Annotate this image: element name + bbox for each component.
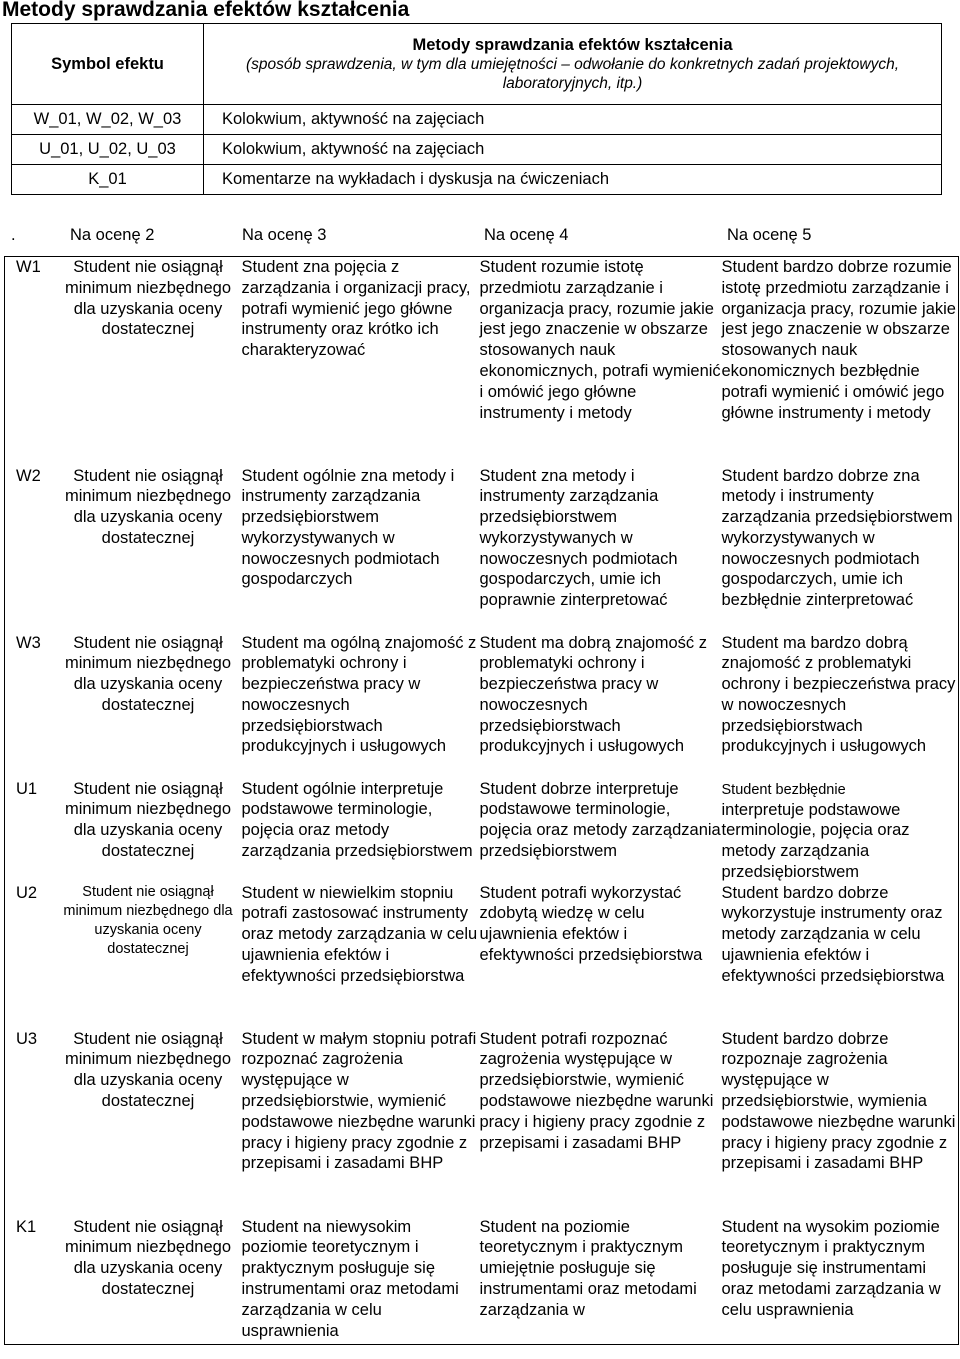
- grade-5-cell-first-line: Student bezbłędnie: [721, 781, 846, 798]
- symbol-cell: U_01, U_02, U_03: [12, 135, 204, 165]
- grades-table: [4, 256, 959, 1345]
- grade-row: [5, 257, 959, 466]
- effect-code: U1: [16, 779, 38, 798]
- method-header: [204, 24, 942, 105]
- grade-4-cell: Student dobrze interpretuje podstawowe terminologie, pojęcia oraz metody zarządzania przedsiębiorstwem: [479, 779, 721, 860]
- symbol-cell: W_01, W_02, W_03: [12, 105, 204, 135]
- grade-4-cell: Student zna metody i instrumenty zarządzania przedsiębiorstwem wykorzystywanych w nowoczesnych podmiotach gospodarczych, umie ich poprawnie zinterpretować: [479, 466, 678, 610]
- grade-3-cell: Student w małym stopniu potrafi rozpoznać zagrożenia występujące w przedsiębiorstwie, wymienić podstawowe niezbędne warunki pracy i higieny pracy zgodnie z przepisami i zasadami BHP: [241, 1029, 477, 1173]
- page-title: Metody sprawdzania efektów kształcenia: [2, 0, 410, 21]
- grade-2-cell: Student nie osiągnął minimum niezbędnego dla uzyskania oceny dostatecznej: [64, 466, 231, 547]
- grade-5-cell: Student bardzo dobrze zna metody i instrumenty zarządzania przedsiębiorstwem wykorzystywanych w nowoczesnych podmiotach gospodarczych, umie ich bezbłędnie zinterpretować: [721, 466, 953, 610]
- methods-row: [12, 165, 942, 195]
- grade-3-cell: Student ogólnie zna metody i instrumenty zarządzania przedsiębiorstwem wykorzystywanych w nowoczesnych podmiotach gospodarczych: [241, 466, 455, 589]
- header-grade-5: Na ocenę 5: [727, 226, 812, 244]
- grade-4-cell: Student na poziomie teoretycznym i praktycznym umiejętnie posługuje się instrumentami oraz metodami zarządzania w: [479, 1217, 697, 1319]
- header-grade-3: Na ocenę 3: [242, 226, 327, 244]
- effect-code: W3: [16, 633, 41, 652]
- grade-5-cell: Student bardzo dobrze rozpoznaje zagrożenia występujące w przedsiębiorstwie, wymienia podstawowe niezbędne warunki pracy i higieny pracy zgodnie z przepisami i zasadami BHP: [721, 1029, 956, 1173]
- grade-5-cell-rest: interpretuje podstawowe terminologie, pojęcia oraz metody zarządzania przedsiębiorstwem: [721, 800, 910, 881]
- grade-row: [5, 466, 959, 633]
- effect-code: U2: [16, 883, 38, 902]
- grade-3-cell: Student w niewielkim stopniu potrafi zastosować instrumenty oraz metody zarządzania w celu ujawnienia efektów i efektywności przedsiębiorstwa: [241, 883, 478, 985]
- method-cell: Komentarze na wykładach i dyskusja na ćwiczeniach: [204, 165, 942, 195]
- method-header-title: Metody sprawdzania efektów kształcenia: [412, 35, 733, 54]
- grade-4-cell: Student ma dobrą znajomość z problematyki ochrony i bezpieczeństwa pracy w nowoczesnych przedsiębiorstwach produkcyjnych i usługowych: [479, 633, 707, 756]
- methods-row: [12, 135, 942, 165]
- grade-2-cell: Student nie osiągnął minimum niezbędnego dla uzyskania oceny dostatecznej: [63, 883, 233, 957]
- method-cell: Kolokwium, aktywność na zajęciach: [204, 105, 942, 135]
- grade-4-cell: Student potrafi rozpoznać zagrożenia występujące w przedsiębiorstwie, wymienić podstawowe niezbędne warunki pracy i higieny pracy zgodnie z przepisami i zasadami BHP: [479, 1029, 714, 1152]
- grade-4-cell: Student potrafi wykorzystać zdobytą wiedzę w celu ujawnienia efektów i efektywności przedsiębiorstwa: [479, 883, 703, 965]
- methods-table: [11, 23, 942, 195]
- grade-5-cell: Student ma bardzo dobrą znajomość z problematyki ochrony i bezpieczeństwa pracy w nowoczesnych przedsiębiorstwach produkcyjnych i usługowych: [721, 633, 956, 756]
- method-cell: Kolokwium, aktywność na zajęciach: [204, 135, 942, 165]
- methods-row: [12, 105, 942, 135]
- effect-code: W1: [16, 258, 41, 276]
- grade-3-cell: Student zna pojęcia z zarządzania i organizacji pracy, potrafi wymienić jego główne instrumenty oraz krótko ich charakteryzować: [241, 258, 471, 360]
- grade-3-cell: Student ogólnie interpretuje podstawowe terminologie, pojęcia oraz metody zarządzania przedsiębiorstwem: [241, 779, 473, 860]
- grade-5-cell: [722, 779, 959, 883]
- method-header-subtitle-1: (sposób sprawdzenia, w tym dla umiejętności – odwołanie do konkretnych zadań projektowych,: [245, 55, 900, 73]
- grades-header: [0, 226, 960, 248]
- grade-2-cell: Student nie osiągnął minimum niezbędnego dla uzyskania oceny dostatecznej: [64, 633, 231, 714]
- grade-5-cell: Student na wysokim poziomie teoretycznym i praktycznym posługuje się instrumentami oraz metodami zarządzania w celu usprawnienia: [721, 1217, 941, 1319]
- grade-2-cell: Student nie osiągnął minimum niezbędnego dla uzyskania oceny dostatecznej: [64, 1029, 231, 1111]
- grade-2-cell: Student nie osiągnął minimum niezbędnego dla uzyskania oceny dostatecznej: [64, 779, 231, 860]
- effect-code: K1: [16, 1217, 37, 1236]
- grade-row: [5, 633, 959, 779]
- grade-2-cell: Student nie osiągnął minimum niezbędnego dla uzyskania oceny dostatecznej: [64, 1217, 231, 1299]
- methods-header-row: [12, 24, 942, 105]
- grade-5-cell: Student bardzo dobrze wykorzystuje instrumenty oraz metody zarządzania w celu ujawnienia efektów i efektywności przedsiębiorstwa: [721, 883, 945, 985]
- grade-3-cell: Student ma ogólną znajomość z problematyki ochrony i bezpieczeństwa pracy w nowoczesnych przedsiębiorstwach produkcyjnych i usługowych: [241, 633, 477, 756]
- grade-row: [5, 1217, 959, 1345]
- grade-3-cell: Student na niewysokim poziomie teoretycznym i praktycznym posługuje się instrumentami oraz metodami zarządzania w celu usprawnienia: [241, 1217, 459, 1340]
- symbol-header: Symbol efektu: [12, 24, 204, 105]
- grade-row: [5, 883, 959, 1029]
- method-header-subtitle-2: laboratoryjnych, itp.): [502, 74, 643, 92]
- header-grade-2: Na ocenę 2: [70, 226, 155, 244]
- grade-row: [5, 779, 959, 883]
- effect-code: W2: [16, 466, 41, 485]
- grade-row: [5, 1029, 959, 1217]
- grade-5-cell: Student bardzo dobrze rozumie istotę przedmiotu zarządzanie i organizacja pracy, rozumie jakie jest jego znaczenie w obszarze stosowanych nauk ekonomicznych bezbłędnie potrafi wymienić i omówić jego główne instrumenty i metody: [721, 258, 956, 422]
- effect-code: U3: [16, 1029, 38, 1048]
- header-dot: .: [11, 226, 16, 244]
- grade-2-cell: Student nie osiągnął minimum niezbędnego dla uzyskania oceny dostatecznej: [64, 258, 231, 339]
- symbol-cell: K_01: [12, 165, 204, 195]
- header-grade-4: Na ocenę 4: [484, 226, 569, 244]
- grade-4-cell: Student rozumie istotę przedmiotu zarządzanie i organizacja pracy, rozumie jakie jest jego znaczenie w obszarze stosowanych nauk ekonomicznych, potrafi wymienić i omówić jego główne instrumenty i metody: [479, 258, 721, 422]
